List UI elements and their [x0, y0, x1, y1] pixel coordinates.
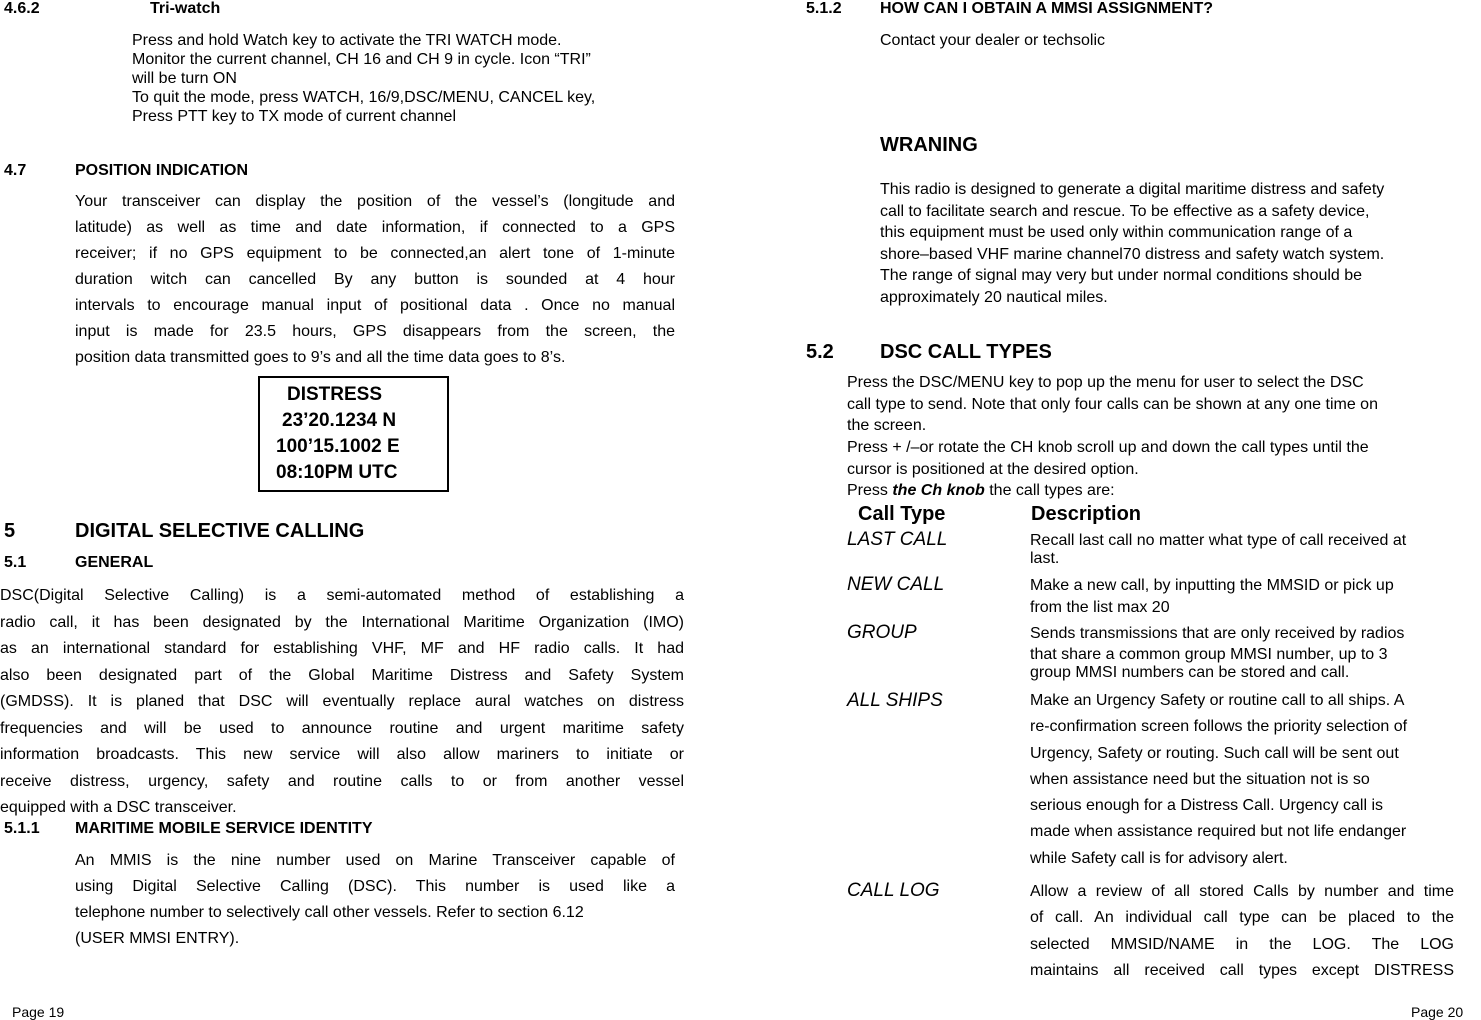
section-4-7-title: POSITION INDICATION — [75, 162, 249, 179]
text-line: receive distress, urgency, safety and routine calls to or from another vessel — [0, 772, 684, 790]
text-line: duration witch can cancelled By any button is sounded at 4 hour — [75, 271, 675, 288]
section-5-2-number: 5.2 — [806, 341, 834, 363]
text-line: that share a common group MMSI number, up to 3 — [1030, 646, 1388, 663]
text-line: the screen. — [847, 417, 927, 435]
display-time: 08:10PM UTC — [276, 462, 398, 483]
section-5-1-number: 5.1 — [4, 554, 27, 571]
text-line: Press PTT key to TX mode of current channel — [132, 108, 456, 125]
text-line: of call. An individual call type can be placed to the — [1030, 909, 1454, 927]
section-5-1-title: GENERAL — [75, 554, 154, 571]
text-line: Make a new call, by inputting the MMSID or pick up — [1030, 577, 1394, 594]
text-line: To quit the mode, press WATCH, 16/9,DSC/MENU, CANCEL key, — [132, 89, 596, 106]
text-line: Monitor the current channel, CH 16 and CH 9 in cycle. Icon “TRI” — [132, 51, 591, 68]
text-line: made when assistance required but not life endanger — [1030, 823, 1407, 841]
call-type-all-ships: ALL SHIPS — [847, 690, 943, 711]
press-suffix: the call types are: — [984, 482, 1115, 500]
position-indication-text — [75, 193, 675, 375]
text-line: group MMSI numbers can be stored and call. — [1030, 664, 1350, 681]
text-line: also been designated part of the Global Maritime Distress and Safety System — [0, 666, 684, 684]
call-types-intro — [847, 374, 1378, 504]
section-5-title: DIGITAL SELECTIVE CALLING — [75, 520, 365, 542]
section-4-6-2-title: Tri-watch — [150, 0, 221, 17]
text-line: Press the DSC/MENU key to pop up the menu for user to select the DSC — [847, 374, 1364, 391]
display-distress: DISTRESS — [287, 384, 383, 405]
text-line: will be turn ON — [132, 70, 237, 87]
text-line: shore–based VHF marine channel70 distress and safety watch system. — [880, 245, 1385, 263]
display-longitude: 100’15.1002 E — [276, 436, 400, 457]
gps-display-box — [258, 376, 449, 492]
section-4-6-2-number: 4.6.2 — [4, 0, 40, 17]
text-line: The range of signal may very but under normal conditions should be — [880, 267, 1363, 285]
text-line: equipped with a DSC transceiver. — [0, 799, 237, 816]
text-line: approximately 20 nautical miles. — [880, 288, 1108, 306]
contact-text: Contact your dealer or techsolic — [880, 32, 1105, 49]
text-line: when assistance need but the situation not is so — [1030, 770, 1370, 788]
text-line: An MMIS is the nine number used on Marine Transceiver capable of — [75, 852, 675, 869]
text-line: Allow a review of all stored Calls by number and time — [1030, 883, 1454, 900]
text-line: input is made for 23.5 hours, GPS disappears from the screen, the — [75, 323, 675, 340]
section-5-1-1-title: MARITIME MOBILE SERVICE IDENTITY — [75, 820, 373, 837]
desc-group — [1030, 625, 1404, 682]
text-line: selected MMSID/NAME in the LOG. The LOG — [1030, 935, 1454, 953]
text-line: last. — [1030, 550, 1060, 567]
text-line: Press and hold Watch key to activate the TRI WATCH mode. — [132, 32, 562, 49]
press-line — [847, 482, 1378, 504]
desc-all-ships — [1030, 692, 1407, 876]
text-line: position data transmitted goes to 9’s and all the time data goes to 8’s. — [75, 349, 566, 366]
general-text — [0, 587, 684, 826]
text-line: latitude) as well as time and date information, if connected to a GPS — [75, 219, 675, 236]
call-type-group: GROUP — [847, 622, 917, 643]
section-5-1-2-number: 5.1.2 — [806, 0, 842, 17]
text-line: Sends transmissions that are only received by radios — [1030, 625, 1405, 642]
text-line: Urgency, Safety or routing. Such call will be sent out — [1030, 744, 1399, 762]
desc-last-call — [1030, 532, 1406, 568]
text-line: Make an Urgency Safety or routine call to all ships. A — [1030, 692, 1405, 709]
page-number-right: Page 20 — [1411, 1004, 1464, 1020]
section-4-7-number: 4.7 — [4, 162, 27, 179]
text-line: maintains all received call types except DISTRESS — [1030, 961, 1454, 979]
text-line: (GMDSS). It is planed that DSC will eventually replace aural watches on distress — [0, 693, 684, 710]
display-latitude: 23’20.1234 N — [282, 410, 397, 431]
section-5-1-2-title: HOW CAN I OBTAIN A MMSI ASSIGNMENT? — [880, 0, 1214, 17]
page-number-left: Page 19 — [12, 1004, 65, 1020]
text-line: receiver; if no GPS equipment to be connected,an alert tone of 1-minute — [75, 245, 675, 262]
text-line: using Digital Selective Calling (DSC). This number is used like a — [75, 878, 675, 895]
mmsi-text — [75, 852, 675, 956]
text-line: Press + /–or rotate the CH knob scroll up and down the call types until the — [847, 439, 1369, 457]
column-description: Description — [1031, 503, 1142, 525]
text-line: This radio is designed to generate a digital maritime distress and safety — [880, 181, 1385, 198]
press-knob: the Ch knob — [892, 482, 985, 500]
text-line: (USER MMSI ENTRY). — [75, 930, 240, 947]
press-prefix: Press — [847, 482, 893, 500]
text-line: frequencies and will be used to announce routine and urgent maritime safety — [0, 719, 684, 737]
section-5-number: 5 — [4, 520, 16, 542]
text-line: intervals to encourage manual input of positional data . Once no manual — [75, 297, 675, 314]
text-line: call to facilitate search and rescue. To be effective as a safety device, — [880, 202, 1370, 220]
warning-text — [880, 181, 1384, 311]
text-line: as an international standard for establishing VHF, MF and HF radio calls. It had — [0, 640, 684, 657]
section-5-2-title: DSC CALL TYPES — [880, 341, 1052, 363]
section-5-1-1-number: 5.1.1 — [4, 820, 40, 837]
column-call-type: Call Type — [858, 503, 946, 525]
text-line: cursor is positioned at the desired option. — [847, 460, 1139, 478]
text-line: Recall last call no matter what type of call received at — [1030, 532, 1407, 549]
text-line: information broadcasts. This new service will also allow mariners to initiate or — [0, 746, 684, 763]
text-line: this equipment must be used only within communication range of a — [880, 224, 1353, 242]
call-type-call-log: CALL LOG — [847, 880, 940, 901]
warning-title: WRANING — [880, 134, 978, 156]
text-line: from the list max 20 — [1030, 599, 1170, 616]
call-type-last-call: LAST CALL — [847, 529, 948, 550]
desc-call-log — [1030, 883, 1454, 988]
tri-watch-text — [132, 32, 595, 127]
desc-new-call — [1030, 577, 1394, 617]
text-line: Your transceiver can display the position of the vessel’s (longitude and — [75, 193, 675, 210]
text-line: while Safety call is for advisory alert. — [1030, 849, 1288, 867]
text-line: DSC(Digital Selective Calling) is a semi-automated method of establishing a — [0, 587, 684, 604]
text-line: radio call, it has been designated by the International Maritime Organization (IMO) — [0, 613, 684, 631]
text-line: call type to send. Note that only four calls can be shown at any one time on — [847, 395, 1378, 413]
call-type-new-call: NEW CALL — [847, 574, 945, 595]
text-line: serious enough for a Distress Call. Urgency call is — [1030, 797, 1384, 815]
text-line: telephone number to selectively call other vessels. Refer to section 6.12 — [75, 904, 584, 921]
text-line: re-confirmation screen follows the priority selection of — [1030, 718, 1408, 736]
